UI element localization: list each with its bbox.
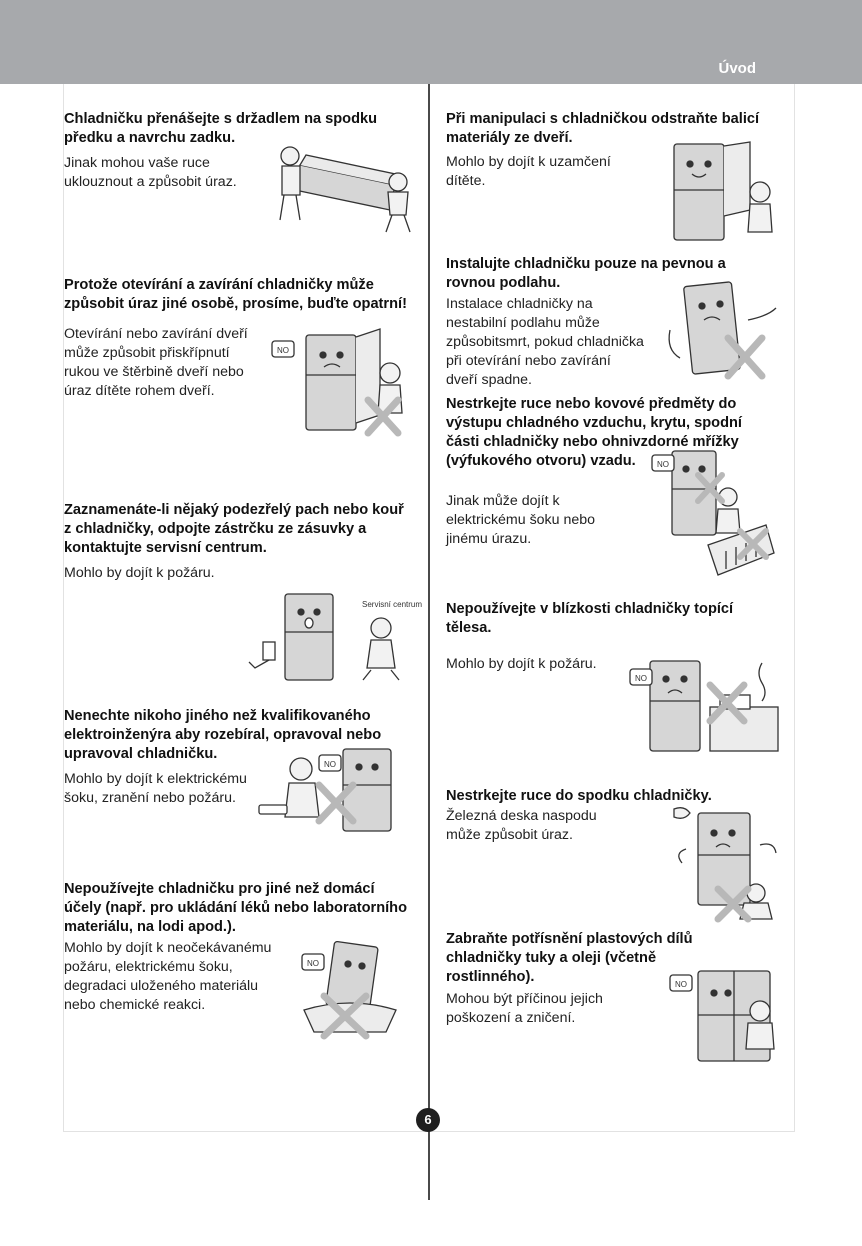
no-badge-text: NO	[635, 674, 647, 683]
no-badge-text: NO	[675, 980, 687, 989]
child-at-open-fridge-illustration	[668, 140, 783, 245]
warning-body: Jinak mohou vaše ruce uklouznout a způsobit úraz.	[64, 155, 237, 190]
warning-heading: Nepoužívejte chladničku pro jiné než domácí účely (např. pro ukládání léků nebo laboratorního materiálu, na lodi apod.).	[64, 881, 408, 935]
warning-heading: Nestrkejte ruce do spodku chladničky.	[446, 788, 712, 804]
warning-heading: Nenechte nikoho jiného než kvalifikovaného elektroinženýra aby rozebíral, opravoval nebo upravoval chladničku.	[64, 708, 382, 762]
warning-heading: Zabraňte potřísnění plastových dílů chladničky tuky a oleji (včetně rostlinného).	[446, 931, 693, 985]
warning-body: Mohlo by dojít k požáru.	[64, 565, 215, 581]
warning-heading: Chladničku přenášejte s držadlem na spodku předku a navrchu zadku.	[64, 111, 378, 146]
warning-body: Mohlo by dojít k požáru.	[446, 656, 597, 672]
fridge-on-unstable-floor-illustration	[664, 280, 784, 385]
heater-near-fridge-illustration	[628, 655, 783, 755]
hands-under-fridge-illustration	[668, 805, 783, 923]
warning-smell-smoke	[64, 501, 409, 583]
column-divider	[428, 84, 430, 1200]
warning-body: Jinak může dojít k elektrickému šoku nebo jinému úrazu.	[446, 493, 596, 547]
no-badge-text: NO	[324, 760, 336, 769]
page-number: 6	[416, 1108, 440, 1132]
warning-heading: Instalujte chladničku pouze na pevnou a rovnou podlahu.	[446, 256, 726, 291]
warning-body: Mohlo by dojít k uzamčení dítěte.	[446, 154, 611, 189]
warning-body: Mohlo by dojít k neočekávanému požáru, elektrickému šoku, degradaci uloženého materiálu nebo chemické reakci.	[64, 940, 272, 1013]
warning-heading: Zaznamenáte-li nějaký podezřelý pach nebo kouř z chladničky, odpojte zástrčku ze zásuvky a kontaktujte servisní centrum.	[64, 502, 404, 556]
section-title: Úvod	[718, 60, 756, 77]
oil-on-plastic-parts-illustration	[668, 965, 783, 1065]
two-workers-carrying-fridge-illustration	[270, 140, 415, 235]
warning-body: Mohlo by dojít k elektrickému šoku, zranění nebo požáru.	[64, 771, 247, 806]
no-badge-text: NO	[307, 959, 319, 968]
no-badge-text: NO	[277, 346, 289, 355]
warning-heading: Nestrkejte ruce nebo kovové předměty do výstupu chladného vzduchu, krytu, spodní části chladničky nebo ohnivzdorné mřížky (výfukového otvoru) vzadu.	[446, 396, 742, 469]
fridge-on-boat-illustration	[300, 940, 400, 1040]
warning-heading: Při manipulaci s chladničkou odstraňte balicí materiály ze dveří.	[446, 111, 760, 146]
no-self-repair-illustration	[253, 745, 415, 835]
warning-body: Mohou být příčinou jejich poškození a zničení.	[446, 991, 603, 1026]
warning-heading: Protože otevírání a zavírání chladničky může způsobit úraz jiné osobě, prosíme, buďte opatrní!	[64, 277, 407, 312]
no-badge-text: NO	[657, 460, 669, 469]
warning-body: Otevírání nebo zavírání dveří může způsobit přiskřípnutí rukou ve štěrbině dveří nebo úraz dítěte rohem dveří.	[64, 326, 248, 399]
warning-body: Železná deska naspodu může způsobit úraz.	[446, 808, 597, 843]
hands-in-vents-illustration	[648, 445, 783, 580]
service-center-label: Servisní centrum	[362, 600, 423, 609]
warning-heading: Nepoužívejte v blízkosti chladničky topící tělesa.	[446, 601, 734, 636]
child-near-open-fridge-door-illustration	[268, 325, 413, 440]
warning-body: Instalace chladničky na nestabilní podlahu může způsobitsmrt, pokud chladnička při otevírání nebo zavírání dveří spadne.	[446, 296, 644, 388]
